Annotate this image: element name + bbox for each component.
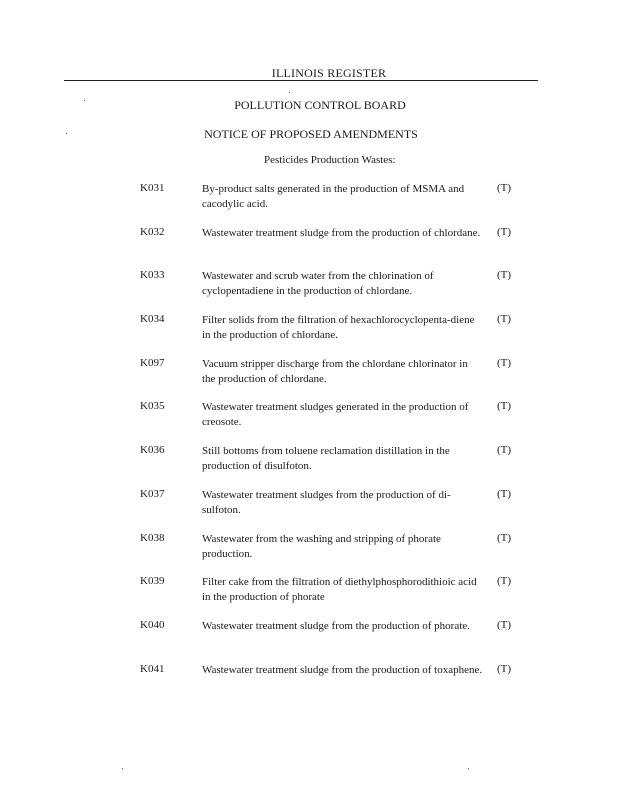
waste-row xyxy=(0,575,618,619)
waste-row xyxy=(0,313,618,357)
waste-code: K031 xyxy=(140,182,165,194)
waste-description: By-product salts generated in the production of MSMA and cacodylic acid. xyxy=(202,183,465,210)
waste-row xyxy=(0,488,618,532)
section-heading: Pesticides Production Wastes: xyxy=(264,154,396,166)
waste-row xyxy=(0,269,618,313)
waste-code: K032 xyxy=(140,225,165,238)
waste-description: Wastewater treatment sludge from the production of toxaphene. xyxy=(202,663,483,676)
waste-code: K041 xyxy=(140,662,165,675)
waste-description: Filter cake from the filtration of diethylphosphorodithioic acid in the production of phorate xyxy=(202,576,477,604)
scan-speck xyxy=(468,768,469,769)
hazard-code: (T) xyxy=(497,662,512,675)
hazard-code: (T) xyxy=(497,575,512,588)
waste-code: K036 xyxy=(140,444,165,457)
waste-description: Wastewater treatment sludge from the production of chlordane. xyxy=(202,226,481,239)
waste-code: K038 xyxy=(140,531,165,544)
hazard-code: (T) xyxy=(497,531,512,544)
notice-title: NOTICE OF PROPOSED AMENDMENTS xyxy=(204,127,418,141)
waste-code: K097 xyxy=(140,356,165,369)
hazard-code: (T) xyxy=(497,269,512,282)
hazard-code: (T) xyxy=(497,182,512,194)
waste-row xyxy=(0,619,618,663)
hazard-code: (T) xyxy=(497,400,512,413)
hazard-code: (T) xyxy=(497,444,512,457)
register-title: ILLINOIS REGISTER xyxy=(271,66,387,80)
waste-row xyxy=(0,182,618,226)
waste-code: K033 xyxy=(140,269,165,282)
waste-description: Wastewater from the washing and stripping of phorate production. xyxy=(202,532,441,560)
hazard-code: (T) xyxy=(497,313,512,326)
hazard-code: (T) xyxy=(497,487,512,500)
waste-list xyxy=(0,182,618,706)
waste-row xyxy=(0,226,618,270)
hazard-code: (T) xyxy=(497,225,512,238)
scan-speck xyxy=(122,768,123,769)
waste-description: Filter solids from the filtration of hexachlorocyclopenta-diene in the production of chlordane. xyxy=(202,314,475,342)
waste-code: K034 xyxy=(140,313,165,326)
waste-code: K035 xyxy=(140,400,165,413)
waste-code: K040 xyxy=(140,618,165,631)
waste-row xyxy=(0,400,618,444)
scan-speck xyxy=(289,92,290,93)
waste-code: K039 xyxy=(140,575,165,588)
waste-description: Wastewater treatment sludges from the production of di-sulfoton. xyxy=(202,488,451,516)
waste-description: Still bottoms from toluene reclamation distillation in the production of disulfoton. xyxy=(202,445,450,473)
board-title: POLLUTION CONTROL BOARD xyxy=(234,98,406,112)
waste-row xyxy=(0,357,618,401)
waste-description: Wastewater and scrub water from the chlorination of cyclopentadiene in the production of chlordane. xyxy=(202,270,434,298)
header-divider xyxy=(64,80,538,81)
waste-row xyxy=(0,532,618,576)
waste-row xyxy=(0,663,618,707)
waste-description: Wastewater treatment sludge from the production of phorate. xyxy=(202,619,470,632)
waste-description: Wastewater treatment sludges generated in the production of creosote. xyxy=(202,401,469,429)
waste-row xyxy=(0,444,618,488)
waste-description: Vacuum stripper discharge from the chlordane chlorinator in the production of chlordane. xyxy=(202,357,468,385)
hazard-code: (T) xyxy=(497,356,512,369)
hazard-code: (T) xyxy=(497,618,512,631)
waste-code: K037 xyxy=(140,487,165,500)
